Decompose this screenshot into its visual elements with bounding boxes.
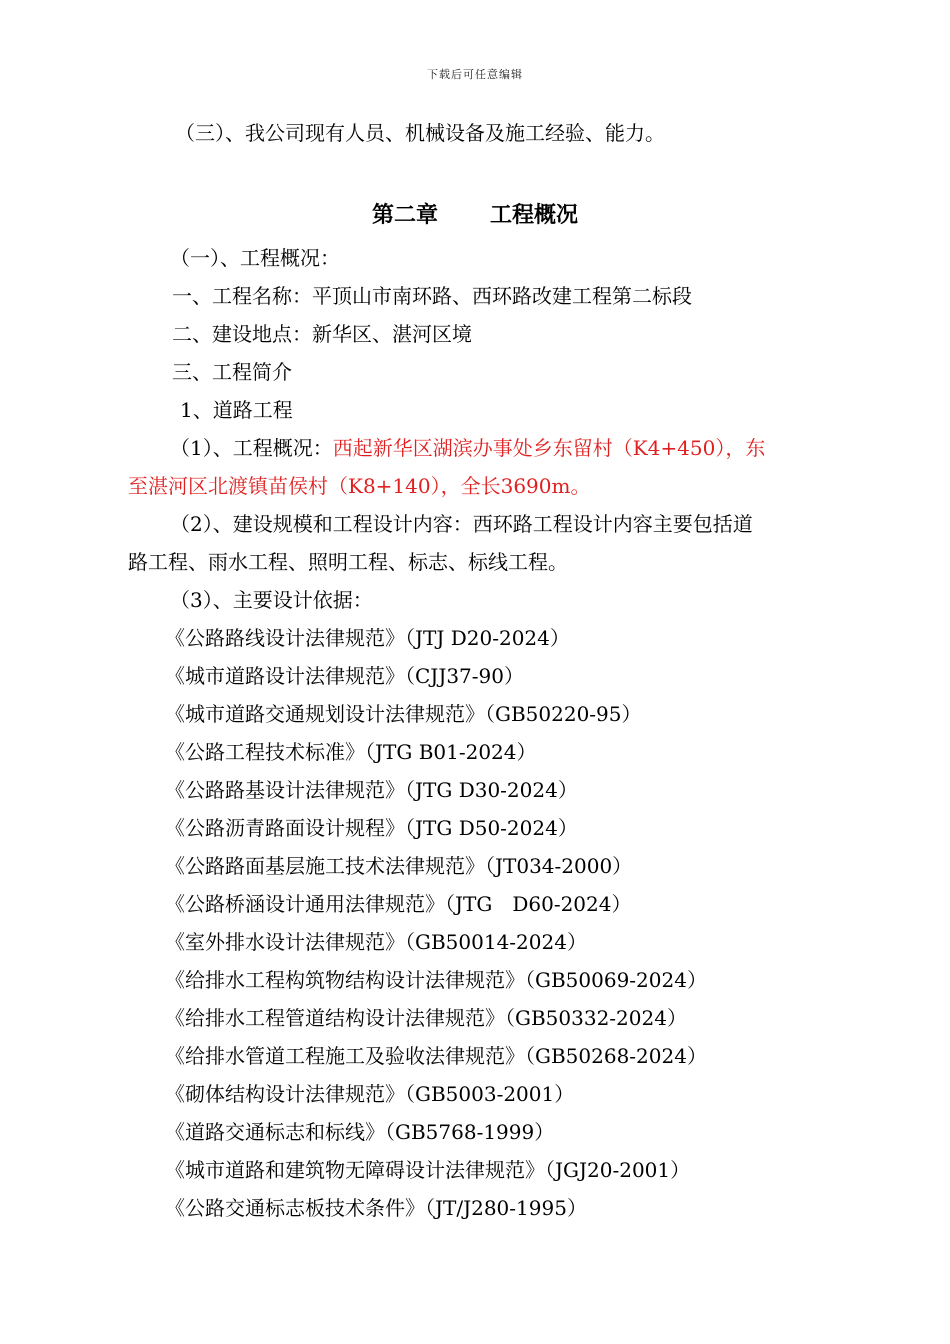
reference-item: 《城市道路和建筑物无障碍设计法律规范》（JGJ20-2001） (165, 1158, 691, 1182)
intro-line: （三）、我公司现有人员、机械设备及施工经验、能力。 (175, 121, 665, 145)
reference-item: 《公路路面基层施工技术法律规范》（JT034-2000） (165, 854, 633, 878)
reference-item: 《室外排水设计法律规范》（GB50014-2024） (165, 930, 587, 954)
reference-item: 《公路路基设计法律规范》（JTG D30-2024） (165, 778, 578, 802)
item1-text: 西起新华区湖滨办事处乡东留村（K4+450），东 (332, 436, 766, 460)
reference-item: 《给排水工程管道结构设计法律规范》（GB50332-2024） (165, 1006, 687, 1030)
reference-item: 《城市道路交通规划设计法律规范》（GB50220-95） (165, 702, 642, 726)
chapter-title: 工程概况 (490, 202, 579, 228)
item1-line2: 至湛河区北渡镇苗侯村（K8+140），全长3690m。 (128, 474, 591, 498)
chapter-heading (0, 200, 950, 230)
item1-label: （1）、工程概况： (170, 436, 333, 460)
reference-item: 《给排水工程构筑物结构设计法律规范》（GB50069-2024） (165, 968, 707, 992)
location: 二、建设地点：新华区、湛河区境 (172, 322, 472, 346)
page-header: 下载后可任意编辑 (427, 68, 523, 81)
chapter-number: 第二章 (371, 202, 438, 228)
reference-item: 《公路路线设计法律规范》（JTJ D20-2024） (165, 626, 570, 650)
road-heading: 1、道路工程 (180, 398, 293, 422)
reference-item: 《公路工程技术标准》（JTG B01-2024） (165, 740, 537, 764)
overview-heading: （一）、工程概况： (170, 246, 340, 270)
reference-item: 《砌体结构设计法律规范》（GB5003-2001） (165, 1082, 575, 1106)
item1-line1 (170, 435, 765, 461)
reference-item: 《公路沥青路面设计规程》（JTG D50-2024） (165, 816, 578, 840)
project-name: 一、工程名称：平顶山市南环路、西环路改建工程第二标段 (172, 284, 692, 308)
item3-heading: （3）、主要设计依据： (170, 588, 373, 612)
reference-item: 《城市道路设计法律规范》（CJJ37-90） (165, 664, 524, 688)
reference-item: 《道路交通标志和标线》（GB5768-1999） (165, 1120, 555, 1144)
reference-item: 《公路交通标志板技术条件》（JT/J280-1995） (165, 1196, 587, 1220)
intro-heading: 三、工程简介 (172, 360, 292, 384)
reference-item: 《公路桥涵设计通用法律规范》（JTG D60-2024） (165, 892, 632, 916)
item2-line1: （2）、建设规模和工程设计内容：西环路工程设计内容主要包括道 (170, 512, 753, 536)
item2-line2: 路工程、雨水工程、照明工程、标志、标线工程。 (128, 550, 568, 574)
reference-item: 《给排水管道工程施工及验收法律规范》（GB50268-2024） (165, 1044, 707, 1068)
